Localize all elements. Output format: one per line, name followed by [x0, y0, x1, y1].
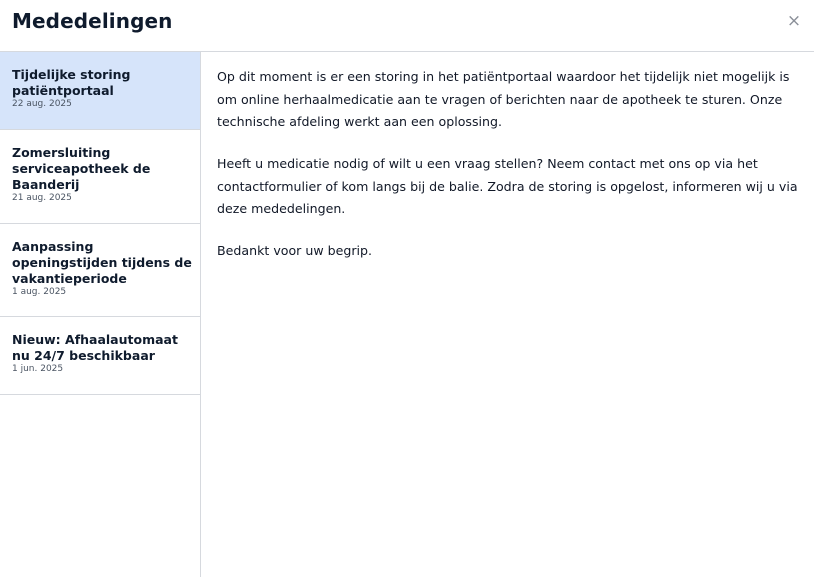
message-paragraph: Heeft u medicatie nodig of wilt u een vraag stellen? Neem contact met ons op via het contactformulier of kom langs bij de balie. Zodra de storing is opgelost, informeren wij u via deze mededelingen.: [217, 156, 798, 216]
announcements-list: [0, 52, 201, 577]
list-item-date: 1 jun. 2025: [12, 364, 64, 374]
message-paragraph: Bedankt voor uw begrip.: [217, 243, 373, 258]
message-body: [217, 66, 807, 282]
page-title: Mededelingen: [12, 9, 173, 33]
list-item[interactable]: [0, 317, 200, 395]
list-item[interactable]: [0, 224, 200, 317]
list-item[interactable]: [0, 130, 200, 224]
list-item-title: Aanpassing openingstijden tijdens de vakantieperiode: [12, 239, 192, 286]
list-item-title: Zomersluiting serviceapotheek de Baanderij: [12, 145, 151, 192]
dialog-header: [0, 0, 814, 52]
list-item[interactable]: [0, 52, 200, 130]
list-item-title: Tijdelijke storing patiëntportaal: [12, 67, 131, 98]
list-item-date: 22 aug. 2025: [12, 99, 72, 109]
close-icon[interactable]: ×: [786, 11, 802, 31]
message-paragraph: Op dit moment is er een storing in het patiëntportaal waardoor het tijdelijk niet mogelijk is om online herhaalmedicatie aan te vragen of berichten naar de apotheek te sturen. Onze technische afdeling werkt aan een oplossing.: [217, 69, 790, 129]
list-item-date: 1 aug. 2025: [12, 287, 67, 297]
list-item-date: 21 aug. 2025: [12, 193, 72, 203]
list-item-title: Nieuw: Afhaalautomaat nu 24/7 beschikbaar: [12, 332, 178, 363]
